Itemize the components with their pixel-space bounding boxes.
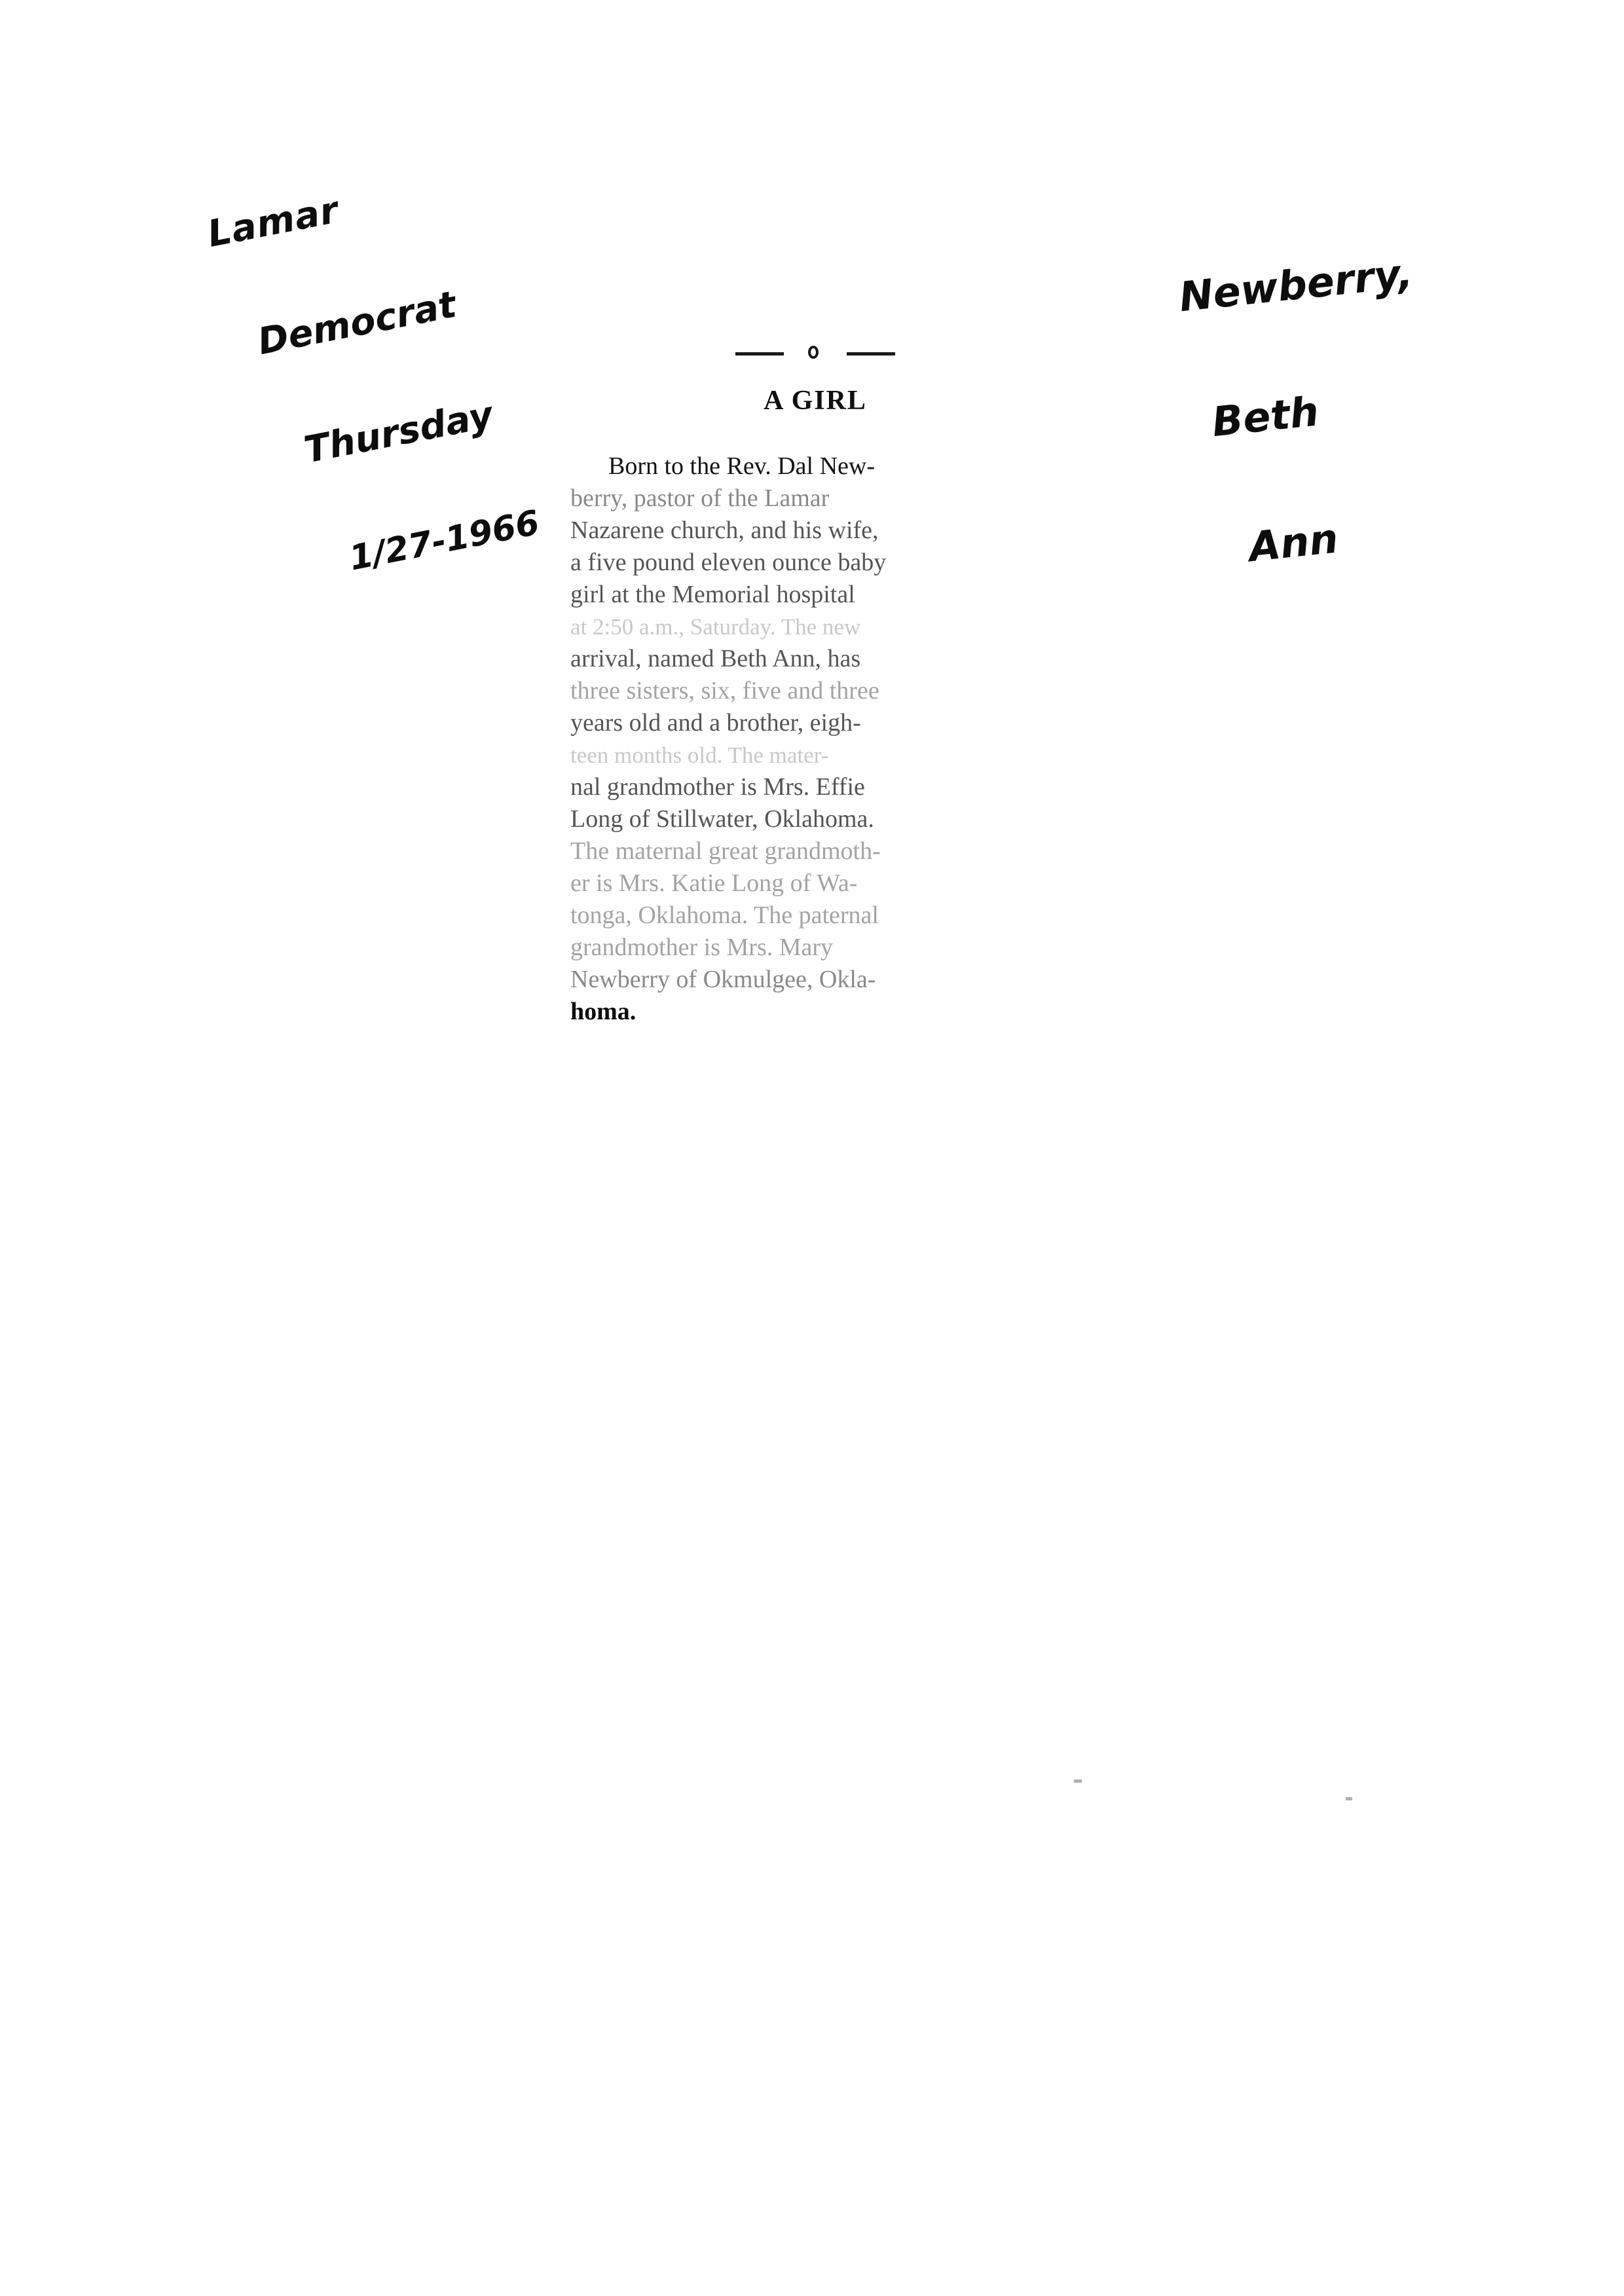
annotation-surname: Newberry,	[1177, 249, 1415, 321]
body-line: a five pound eleven ounce baby	[570, 549, 887, 576]
clipping-headline: A GIRL	[764, 386, 867, 416]
body-line: Born to the Rev. Dal New-	[608, 452, 875, 480]
body-line: grandmother is Mrs. Mary	[570, 934, 834, 961]
annotation-newspaper-title: Democrat	[254, 283, 460, 364]
body-line: arrival, named Beth Ann, has	[570, 645, 861, 672]
body-line: berry, pastor of the Lamar	[570, 484, 830, 512]
annotation-newspaper-name: Lamar	[204, 188, 342, 256]
body-line: Nazarene church, and his wife,	[570, 517, 879, 544]
body-line: at 2:50 a.m., Saturday. The new	[570, 614, 861, 640]
annotation-firstname: Beth	[1209, 387, 1321, 446]
body-line: tonga, Oklahoma. The paternal	[570, 902, 879, 929]
clipping-body-text	[566, 450, 1064, 1028]
dot-rule-divider-icon	[566, 340, 1064, 367]
newspaper-clipping	[566, 340, 1064, 1028]
scan-speckle	[1074, 1779, 1082, 1783]
body-line: er is Mrs. Katie Long of Wa-	[570, 869, 858, 897]
scan-speckle	[1346, 1797, 1352, 1800]
divider-dot	[808, 346, 819, 359]
body-line: Newberry of Okmulgee, Okla-	[570, 966, 876, 993]
body-line: homa.	[570, 998, 637, 1025]
annotation-weekday: Thursday	[301, 393, 497, 472]
body-line: three sisters, six, five and three	[570, 677, 879, 704]
handwritten-source-annotation	[190, 89, 549, 629]
body-line: Long of Stillwater, Oklahoma.	[570, 805, 874, 833]
body-line: nal grandmother is Mrs. Effie	[570, 773, 865, 801]
divider-rule-left	[735, 352, 784, 355]
body-line: teen months old. The mater-	[570, 742, 829, 768]
body-line: girl at the Memorial hospital	[570, 581, 855, 608]
divider-rule-right	[847, 352, 895, 355]
annotation-middlename: Ann	[1246, 514, 1340, 572]
annotation-date: 1/27-1966	[346, 503, 543, 579]
body-line: years old and a brother, eigh-	[570, 709, 861, 737]
body-line: The maternal great grandmoth-	[570, 837, 881, 865]
handwritten-name-annotation	[1168, 167, 1446, 615]
